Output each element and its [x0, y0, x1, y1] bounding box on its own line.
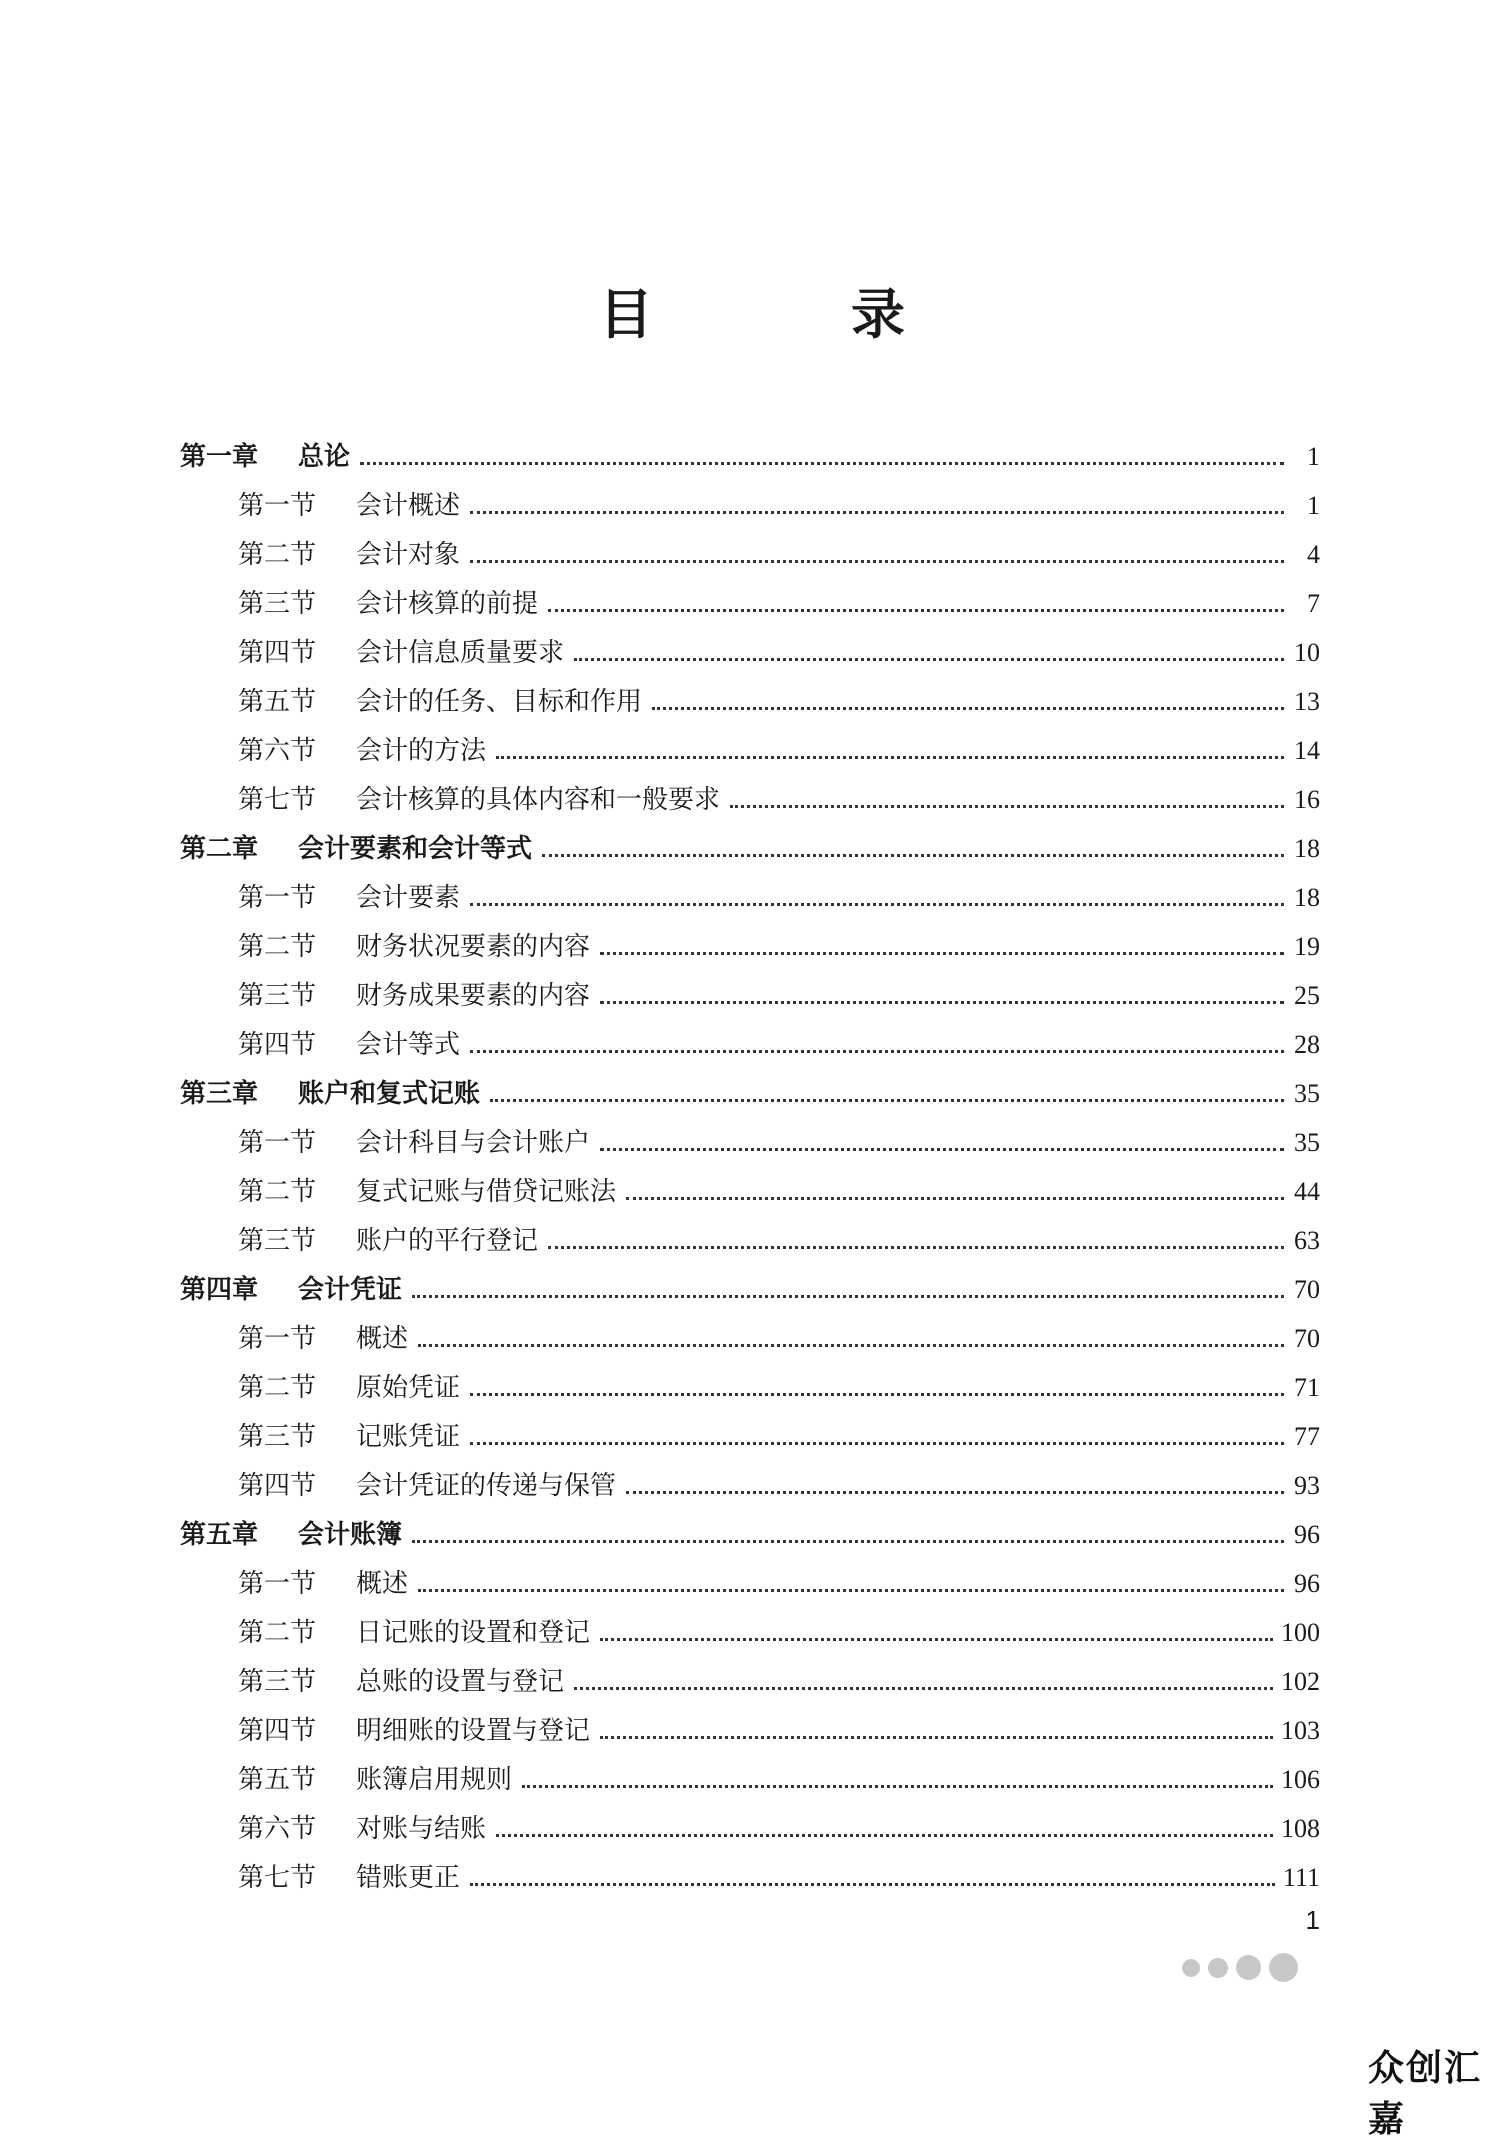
toc-section-row [180, 1412, 1320, 1461]
toc-page-number: 25 [1294, 981, 1320, 1010]
toc-entry-label: 第五节 [238, 687, 317, 717]
toc-entry-label: 第七节 [238, 1863, 317, 1893]
toc-entry-title: 会计科目与会计账户 [356, 1128, 591, 1158]
toc-section-row [180, 1755, 1320, 1804]
toc-page-number: 18 [1294, 883, 1320, 912]
toc-entry-title: 会计的方法 [356, 736, 487, 766]
toc-chapter-row [180, 1510, 1320, 1559]
toc-entry-title: 会计账簿 [298, 1520, 403, 1550]
dot-leader [470, 903, 1284, 906]
toc-page-number: 102 [1281, 1667, 1320, 1696]
toc-entry-label: 第二节 [238, 540, 317, 570]
toc-entry-label: 第三节 [238, 981, 317, 1011]
toc-page-number: 14 [1294, 736, 1320, 765]
toc-entry-label: 第一章 [180, 442, 259, 472]
toc-entry-label: 第三章 [180, 1079, 259, 1109]
dot-leader [600, 1148, 1284, 1151]
toc-entry-title: 会计要素和会计等式 [298, 834, 533, 864]
toc-entry-title: 复式记账与借贷记账法 [356, 1177, 617, 1207]
toc-entry-label: 第六节 [238, 1814, 317, 1844]
toc-entry-label: 第三节 [238, 1422, 317, 1452]
toc-entry-label: 第四节 [238, 1471, 317, 1501]
dot-leader [600, 1638, 1273, 1641]
toc-entry-label: 第三节 [238, 589, 317, 619]
toc-chapter-row [180, 1069, 1320, 1118]
toc-entry-title: 总账的设置与登记 [356, 1667, 565, 1697]
toc-entry-title: 记账凭证 [356, 1422, 461, 1452]
toc-section-row [180, 1314, 1320, 1363]
toc-page-number: 16 [1294, 785, 1320, 814]
toc-chapter-row [180, 1265, 1320, 1314]
dot-leader [490, 1099, 1284, 1102]
toc-entry-title: 账户和复式记账 [298, 1079, 481, 1109]
toc-entry-title: 财务状况要素的内容 [356, 932, 591, 962]
toc-page-number: 35 [1294, 1079, 1320, 1108]
toc-section-row [180, 971, 1320, 1020]
dot-leader [522, 1785, 1273, 1788]
toc-entry-title: 会计对象 [356, 540, 461, 570]
toc-section-row [180, 922, 1320, 971]
dot-leader [496, 756, 1284, 759]
toc-entry-title: 概述 [356, 1324, 409, 1354]
toc-page-number: 1 [1307, 442, 1320, 471]
dot-leader [470, 1883, 1275, 1886]
toc-section-row [180, 1118, 1320, 1167]
table-of-contents [180, 432, 1320, 1902]
dot-leader [574, 1687, 1273, 1690]
toc-entry-title: 错账更正 [356, 1863, 461, 1893]
toc-section-row [180, 579, 1320, 628]
toc-page-number: 7 [1307, 589, 1320, 618]
toc-section-row [180, 1461, 1320, 1510]
toc-entry-label: 第四节 [238, 638, 317, 668]
toc-page-number: 111 [1282, 1863, 1320, 1892]
dot-leader [548, 609, 1284, 612]
toc-page-number: 4 [1307, 540, 1320, 569]
toc-entry-label: 第六节 [238, 736, 317, 766]
toc-page-number: 1 [1307, 491, 1320, 520]
dot-leader [470, 1050, 1284, 1053]
toc-entry-label: 第五节 [238, 1765, 317, 1795]
toc-entry-label: 第五章 [180, 1520, 259, 1550]
dot-leader [412, 1540, 1284, 1543]
toc-page-number: 103 [1281, 1716, 1320, 1745]
toc-page-number: 96 [1294, 1520, 1320, 1549]
toc-entry-label: 第二节 [238, 932, 317, 962]
toc-entry-title: 原始凭证 [356, 1373, 461, 1403]
toc-section-row [180, 775, 1320, 824]
toc-page-number: 70 [1294, 1324, 1320, 1353]
dot-leader [360, 462, 1284, 465]
toc-section-row [180, 726, 1320, 775]
dot-leader [470, 560, 1284, 563]
toc-page-number: 13 [1294, 687, 1320, 716]
page-title: 目 录 [599, 283, 977, 346]
toc-section-row [180, 1853, 1320, 1902]
toc-page-number: 96 [1294, 1569, 1320, 1598]
toc-entry-label: 第一节 [238, 491, 317, 521]
toc-section-row [180, 1167, 1320, 1216]
toc-entry-label: 第一节 [238, 1128, 317, 1158]
decoration-dot [1208, 1958, 1228, 1978]
toc-section-row [180, 481, 1320, 530]
toc-entry-title: 明细账的设置与登记 [356, 1716, 591, 1746]
toc-entry-label: 第一节 [238, 883, 317, 913]
dot-leader [418, 1589, 1284, 1592]
toc-entry-label: 第七节 [238, 785, 317, 815]
dot-leader [470, 1393, 1284, 1396]
toc-section-row [180, 628, 1320, 677]
toc-section-row [180, 1363, 1320, 1412]
toc-section-row [180, 1706, 1320, 1755]
toc-page-number: 93 [1294, 1471, 1320, 1500]
toc-page-number: 19 [1294, 932, 1320, 961]
toc-page-number: 108 [1281, 1814, 1320, 1843]
toc-section-row [180, 1020, 1320, 1069]
toc-entry-label: 第四节 [238, 1030, 317, 1060]
decoration-dot [1236, 1955, 1261, 1980]
page-decoration-dots [1182, 1953, 1298, 1982]
toc-page-number: 63 [1294, 1226, 1320, 1255]
toc-page-number: 18 [1294, 834, 1320, 863]
toc-section-row [180, 530, 1320, 579]
toc-entry-label: 第一节 [238, 1324, 317, 1354]
toc-section-row [180, 1804, 1320, 1853]
toc-section-row [180, 1216, 1320, 1265]
toc-section-row [180, 677, 1320, 726]
dot-leader [600, 1736, 1273, 1739]
toc-entry-title: 会计等式 [356, 1030, 461, 1060]
dot-leader [574, 658, 1284, 661]
toc-entry-label: 第四章 [180, 1275, 259, 1305]
dot-leader [418, 1344, 1284, 1347]
dot-leader [600, 1001, 1284, 1004]
toc-entry-title: 会计凭证的传递与保管 [356, 1471, 617, 1501]
toc-page-number: 10 [1294, 638, 1320, 667]
toc-entry-title: 会计核算的前提 [356, 589, 539, 619]
toc-page-number: 28 [1294, 1030, 1320, 1059]
toc-entry-title: 会计概述 [356, 491, 461, 521]
toc-entry-title: 会计核算的具体内容和一般要求 [356, 785, 721, 815]
toc-entry-label: 第二节 [238, 1373, 317, 1403]
dot-leader [652, 707, 1284, 710]
toc-entry-label: 第一节 [238, 1569, 317, 1599]
dot-leader [548, 1246, 1284, 1249]
toc-page-number: 100 [1281, 1618, 1320, 1647]
toc-entry-title: 会计信息质量要求 [356, 638, 565, 668]
toc-entry-title: 会计要素 [356, 883, 461, 913]
page-number: 1 [1305, 1905, 1320, 1935]
toc-entry-title: 概述 [356, 1569, 409, 1599]
watermark-logo: 众创汇嘉 [1368, 2048, 1483, 2140]
dot-leader [470, 511, 1284, 514]
toc-entry-title: 财务成果要素的内容 [356, 981, 591, 1011]
toc-chapter-row [180, 432, 1320, 481]
toc-page-number: 77 [1294, 1422, 1320, 1451]
toc-entry-title: 会计凭证 [298, 1275, 403, 1305]
toc-section-row [180, 1608, 1320, 1657]
toc-entry-title: 会计的任务、目标和作用 [356, 687, 643, 717]
dot-leader [470, 1442, 1284, 1445]
toc-page-number: 106 [1281, 1765, 1320, 1794]
toc-entry-title: 日记账的设置和登记 [356, 1618, 591, 1648]
toc-entry-title: 对账与结账 [356, 1814, 487, 1844]
dot-leader [412, 1295, 1284, 1298]
toc-entry-title: 账簿启用规则 [356, 1765, 513, 1795]
toc-section-row [180, 873, 1320, 922]
toc-section-row [180, 1657, 1320, 1706]
decoration-dot [1269, 1953, 1298, 1982]
toc-page-number: 44 [1294, 1177, 1320, 1206]
toc-entry-label: 第三节 [238, 1226, 317, 1256]
toc-entry-label: 第二章 [180, 834, 259, 864]
toc-chapter-row [180, 824, 1320, 873]
dot-leader [626, 1197, 1284, 1200]
toc-section-row [180, 1559, 1320, 1608]
decoration-dot [1182, 1959, 1200, 1977]
toc-entry-title: 总论 [298, 442, 351, 472]
dot-leader [626, 1491, 1284, 1494]
dot-leader [542, 854, 1284, 857]
toc-page-number: 71 [1294, 1373, 1320, 1402]
dot-leader [600, 952, 1284, 955]
toc-entry-label: 第二节 [238, 1618, 317, 1648]
toc-page-number: 35 [1294, 1128, 1320, 1157]
toc-entry-label: 第二节 [238, 1177, 317, 1207]
dot-leader [730, 805, 1284, 808]
toc-entry-label: 第四节 [238, 1716, 317, 1746]
toc-page-number: 70 [1294, 1275, 1320, 1304]
toc-entry-label: 第三节 [238, 1667, 317, 1697]
dot-leader [496, 1834, 1273, 1837]
toc-entry-title: 账户的平行登记 [356, 1226, 539, 1256]
